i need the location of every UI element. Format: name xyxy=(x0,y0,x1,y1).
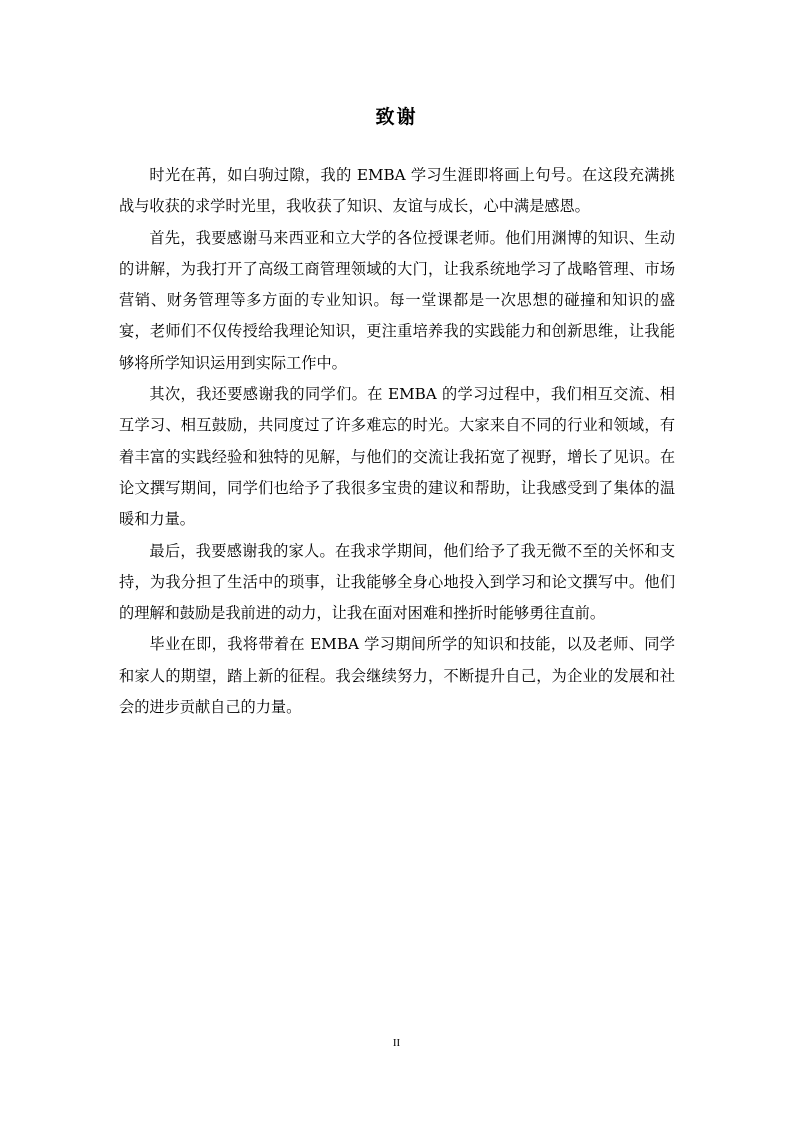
page-title: 致谢 xyxy=(375,106,418,128)
body-text xyxy=(119,160,675,723)
paragraph-5: 毕业在即，我将带着在 EMBA 学习期间所学的知识和技能，以及老师、同学和家人的期望，踏上新的征程。我会继续努力，不断提升自己，为企业的发展和社会的进步贡献自己的力量。 xyxy=(119,635,675,717)
paragraph-4: 最后，我要感谢我的家人。在我求学期间，他们给予了我无微不至的关怀和支持，为我分担了生活中的琐事，让我能够全身心地投入到学习和论文撰写中。他们的理解和鼓励是我前进的动力，让我在面对困难和挫折时能够勇往直前。 xyxy=(119,541,675,623)
paragraph-3: 其次，我还要感谢我的同学们。在 EMBA 的学习过程中，我们相互交流、相互学习、相互鼓励，共同度过了许多难忘的时光。大家来自不同的行业和领域，有着丰富的实践经验和独特的见解，与他们的交流让我拓宽了视野，增长了见识。在论文撰写期间，同学们也给予了我很多宝贵的建议和帮助，让我感受到了集体的温暖和力量。 xyxy=(119,385,675,529)
paragraph-1: 时光在苒，如白驹过隙，我的 EMBA 学习生涯即将画上句号。在这段充满挑战与收获的求学时光里，我收获了知识、友谊与成长，心中满是感恩。 xyxy=(119,166,675,216)
paragraph-2: 首先，我要感谢马来西亚和立大学的各位授课老师。他们用渊博的知识、生动的讲解，为我打开了高级工商管理领域的大门，让我系统地学习了战略管理、市场营销、财务管理等多方面的专业知识。每一堂课都是一次思想的碰撞和知识的盛宴，老师们不仅传授给我理论知识，更注重培养我的实践能力和创新思维，让我能够将所学知识运用到实际工作中。 xyxy=(119,228,675,372)
page-number: II xyxy=(392,1037,401,1049)
